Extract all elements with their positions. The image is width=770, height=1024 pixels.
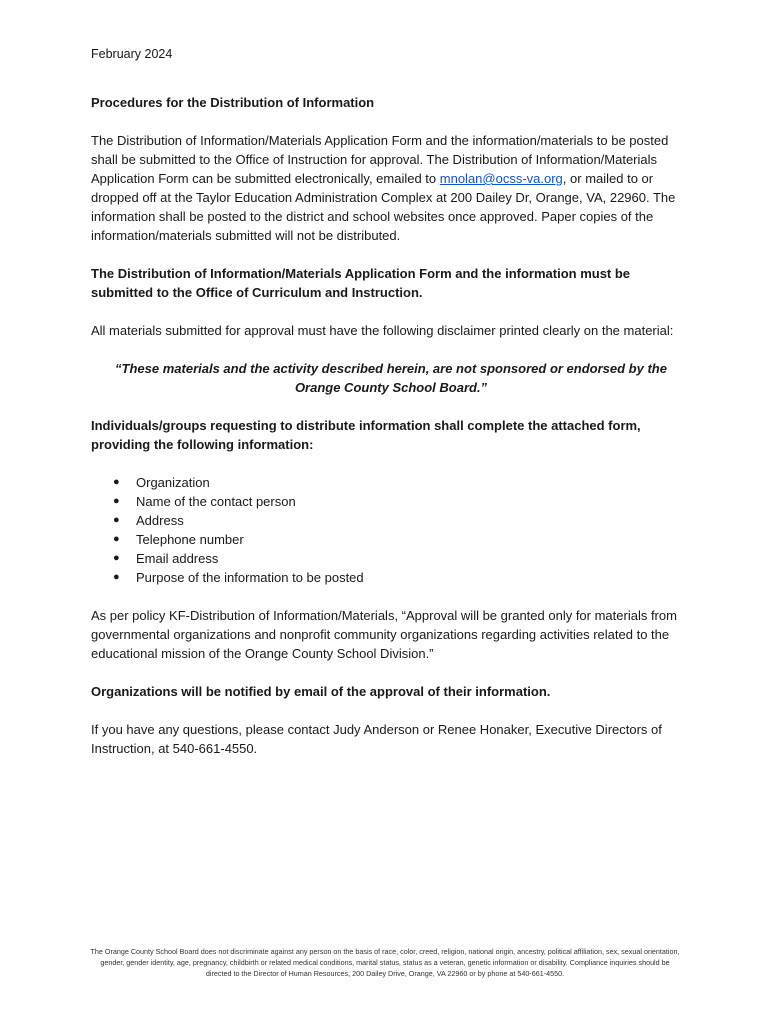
paragraph-submission-instructions [91,131,691,245]
list-item-text: Telephone number [136,532,244,547]
list-item [113,492,691,511]
list-item [113,568,691,587]
paragraph-text: , or mailed to or dropped off at the Taylor Education Administration Complex at 200 Dailey Dr, Orange, VA, 22960. The information shall be posted to the district and school websites once approved. Paper copies of the information/materials submitted will not be distributed. [91,171,676,243]
nondiscrimination-footer: The Orange County School Board does not discriminate against any person on the basis of race, color, creed, religion, national origin, ancestry, political affiliation, sex, sexual orientation, gender, gender identity, age, pregnancy, childbirth or related medical conditions, marital status, status as a veteran, genetic information or disability. Compliance inquiries should be directed to the Director of Human Resources, 200 Dailey Drive, Orange, VA 22960 or by phone at 540-661-4550. [90,947,680,978]
list-item [113,473,691,492]
bullet-icon: ● [113,571,120,583]
disclaimer-quote: “These materials and the activity described herein, are not sponsored or endorsed by the Orange County School Board.” [115,361,667,395]
paragraph-text: The Distribution of Information/Materials Application Form and the information/materials to be posted shall be submitted to the Office of Instruction for approval. The Distribution of Information/Materials Application Form can be submitted electronically, emailed to [91,133,669,186]
list-item-text: Purpose of the information to be posted [136,570,364,585]
paragraph-disclaimer-requirement: All materials submitted for approval must have the following disclaimer printed clearly on the material: [91,323,674,338]
paragraph-submission-office: The Distribution of Information/Materials Application Form and the information must be submitted to the Office of Curriculum and Instruction. [91,266,631,300]
paragraph-notification: Organizations will be notified by email of the approval of their information. [91,684,551,699]
paragraph-form-requirement: Individuals/groups requesting to distribute information shall complete the attached form, providing the following information: [91,418,641,452]
list-item-text: Address [136,513,184,528]
bullet-icon: ● [113,552,120,564]
list-item [113,549,691,568]
bullet-icon: ● [113,476,120,488]
document-heading: Procedures for the Distribution of Information [91,95,375,110]
list-item-text: Email address [136,551,219,566]
required-info-list [91,473,691,587]
document-body [91,45,691,777]
bullet-icon: ● [113,495,120,507]
bullet-icon: ● [113,533,120,545]
document-date: February 2024 [91,47,173,61]
list-item-text: Name of the contact person [136,494,296,509]
email-link[interactable]: mnolan@ocss-va.org [439,171,563,186]
list-item [113,511,691,530]
paragraph-policy: As per policy KF-Distribution of Information/Materials, “Approval will be granted only for materials from governmental organizations and nonprofit community organizations regarding activities related to the educational mission of the Orange County School Division.” [91,608,677,661]
paragraph-contact: If you have any questions, please contact Judy Anderson or Renee Honaker, Executive Directors of Instruction, at 540-661-4550. [91,722,662,756]
bullet-icon: ● [113,514,120,526]
list-item-text: Organization [136,475,210,490]
list-item [113,530,691,549]
